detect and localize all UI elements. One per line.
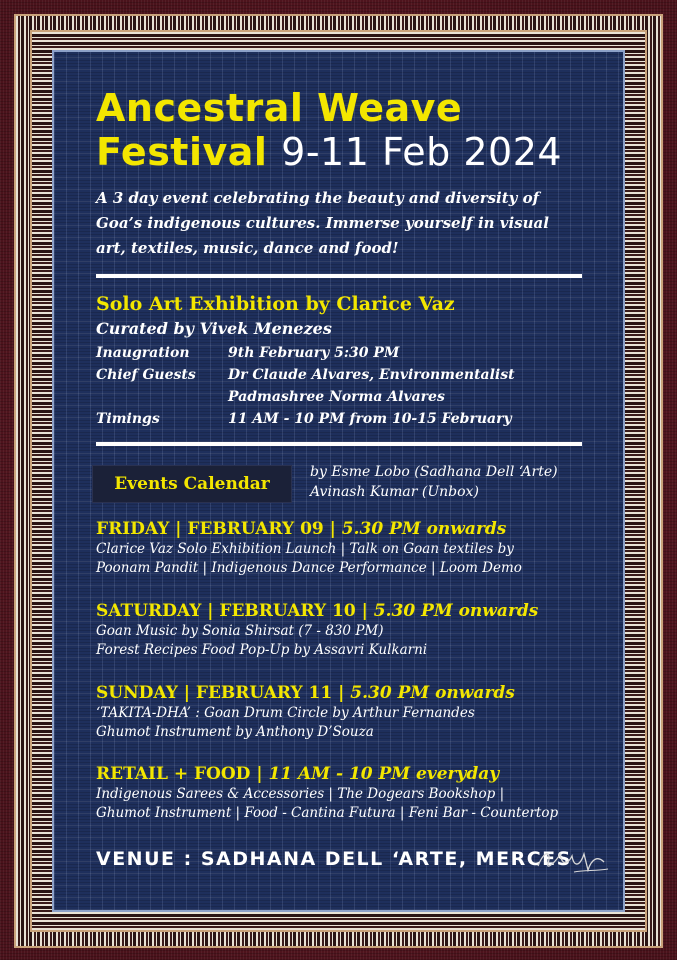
artist-signature-icon: [534, 840, 614, 880]
event-day: RETAIL + FOOD |: [96, 764, 269, 784]
info-key: Timings: [96, 411, 160, 427]
event-time: 5.30 PM onwards: [341, 519, 507, 539]
exhibition-curator: Curated by Vivek Menezes: [96, 319, 332, 338]
info-row-timings: [96, 408, 576, 430]
event-saturday: [96, 600, 586, 660]
info-value-line: Dr Claude Alvares, Environmentalist: [228, 367, 515, 383]
events-calendar-label: Events Calendar: [92, 465, 292, 503]
info-row-chief-guests: [96, 364, 576, 408]
info-value-line: Padmashree Norma Alvares: [228, 389, 445, 405]
event-desc-line: Forest Recipes Food Pop-Up by Assavri Kulkarni: [96, 642, 428, 658]
event-desc-line: Ghumot Instrument | Food - Cantina Futura | Feni Bar - Countertop: [96, 805, 559, 821]
title-line2: Festival: [96, 130, 268, 174]
event-desc-line: Ghumot Instrument by Anthony D’Souza: [96, 724, 374, 740]
event-heading: [96, 763, 586, 785]
event-heading: [96, 518, 586, 540]
divider: [96, 274, 582, 278]
info-value: 9th February 5:30 PM: [228, 345, 400, 361]
info-key: Inaugration: [96, 345, 190, 361]
event-desc-line: Goan Music by Sonia Shirsat (7 - 830 PM): [96, 623, 384, 639]
calendar-credits: [310, 462, 558, 502]
info-value: 11 AM - 10 PM from 10-15 February: [228, 411, 512, 427]
info-row-inauguration: [96, 342, 576, 364]
event-day: SATURDAY | FEBRUARY 10 |: [96, 601, 374, 621]
event-sunday: [96, 682, 586, 742]
event-heading: [96, 600, 586, 622]
divider: [96, 442, 582, 446]
event-time: 11 AM - 10 PM everyday: [268, 764, 500, 784]
calendar-credit-line: Avinash Kumar (Unbox): [310, 484, 479, 500]
event-friday: [96, 518, 586, 578]
event-heading: [96, 682, 586, 704]
event-time: 5.30 PM onwards: [350, 683, 515, 703]
event-desc-line: Clarice Vaz Solo Exhibition Launch | Talk on Goan textiles by: [96, 541, 514, 557]
festival-dates: 9-11 Feb 2024: [281, 130, 563, 174]
event-retail-food: [96, 763, 586, 823]
title-line1: Ancestral Weave: [96, 86, 463, 130]
event-day: SUNDAY | FEBRUARY 11 |: [96, 683, 351, 703]
event-desc-line: ‘TAKITA-DHA’ : Goan Drum Circle by Arthur Fernandes: [96, 705, 475, 721]
intro-text: A 3 day event celebrating the beauty and diversity of Goa’s indigenous cultures. Immerse yourself in visual art, textiles, music, dance and food!: [96, 189, 549, 257]
venue-text: VENUE : SADHANA DELL ‘ARTE, MERCES: [96, 848, 572, 870]
event-desc-line: Indigenous Sarees & Accessories | The Dogears Bookshop |: [96, 786, 505, 802]
festival-title: [96, 86, 562, 174]
event-time: 5.30 PM onwards: [373, 601, 539, 621]
calendar-credit-line: by Esme Lobo (Sadhana Dell ‘Arte): [310, 464, 558, 480]
exhibition-info: [96, 342, 576, 430]
exhibition-title: Solo Art Exhibition by Clarice Vaz: [96, 293, 455, 315]
event-day: FRIDAY | FEBRUARY 09 |: [96, 519, 342, 539]
info-key: Chief Guests: [96, 367, 196, 383]
event-desc-line: Poonam Pandit | Indigenous Dance Performance | Loom Demo: [96, 560, 522, 576]
info-value: [228, 364, 515, 408]
